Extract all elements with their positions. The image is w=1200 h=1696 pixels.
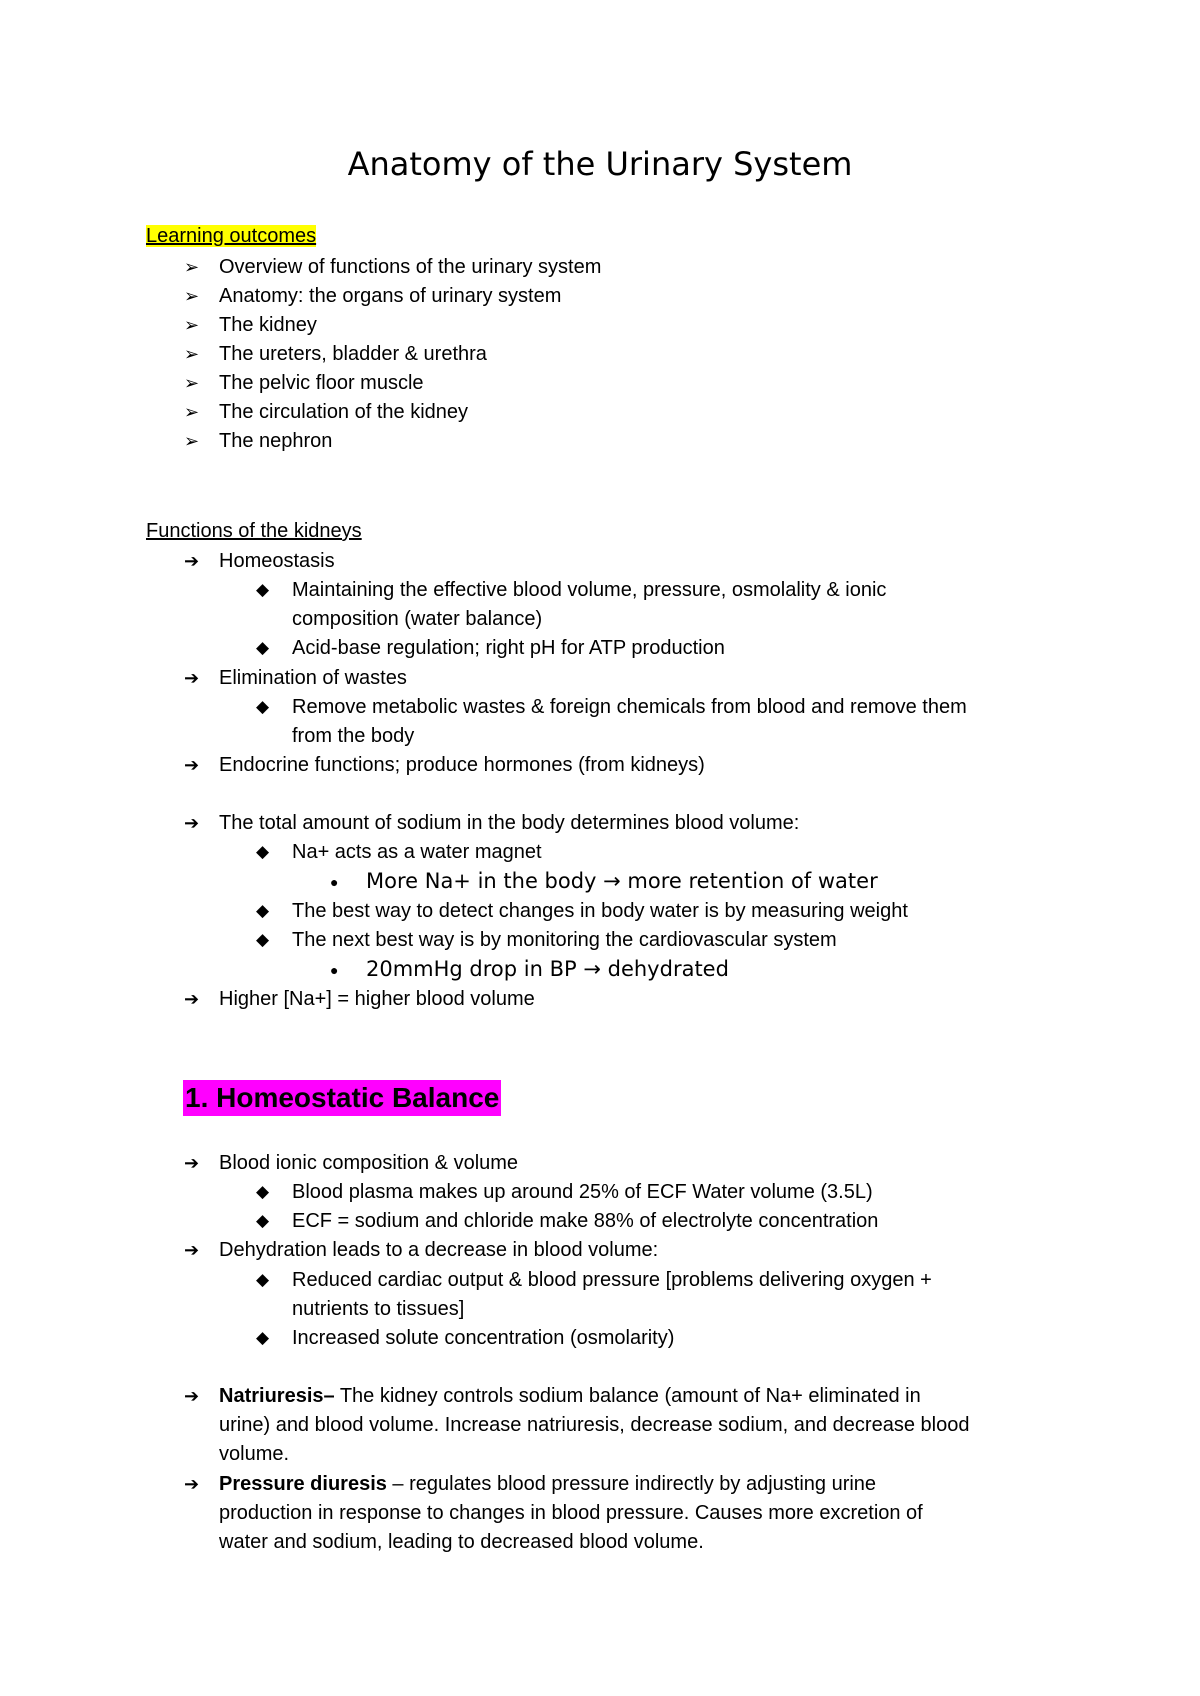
function-item: Higher [Na+] = higher blood volume <box>219 988 535 1010</box>
section-item: Dehydration leads to a decrease in blood volume: <box>219 1239 659 1261</box>
function-subitem-cont: from the body <box>292 725 415 747</box>
pressure-diuresis-term: Pressure diuresis <box>219 1473 387 1495</box>
learning-outcomes-heading-text: Learning outcomes <box>146 225 317 247</box>
function-subitem: Remove metabolic wastes & foreign chemicals from blood and remove them <box>292 696 967 718</box>
function-subsubitem: 20mmHg drop in BP → dehydrated <box>366 957 729 981</box>
outcome-item: Overview of functions of the urinary system <box>219 256 602 278</box>
outcome-item: Anatomy: the organs of urinary system <box>219 285 562 307</box>
section-subitem-cont: nutrients to tissues] <box>292 1298 465 1320</box>
diamond-bullet-icon: ◆ <box>256 1328 270 1347</box>
outcome-item: The pelvic floor muscle <box>219 372 424 394</box>
arrow-bullet-icon: ➔ <box>184 1474 200 1494</box>
function-subitem: The next best way is by monitoring the cardiovascular system <box>292 929 837 951</box>
outcome-bullet-icon: ➢ <box>184 344 200 364</box>
section-subitem: Increased solute concentration (osmolarity) <box>292 1327 675 1349</box>
arrow-bullet-icon: ➔ <box>184 813 200 833</box>
outcome-item: The kidney <box>219 314 317 336</box>
natriuresis-line <box>219 1382 921 1410</box>
function-item: The total amount of sodium in the body determines blood volume: <box>219 812 800 834</box>
section-subitem: ECF = sodium and chloride make 88% of electrolyte concentration <box>292 1210 879 1232</box>
outcome-bullet-icon: ➢ <box>184 286 200 306</box>
pressure-diuresis-cont: water and sodium, leading to decreased blood volume. <box>219 1531 704 1553</box>
function-subsubitem: More Na+ in the body → more retention of water <box>366 869 878 893</box>
natriuresis-cont: volume. <box>219 1443 290 1465</box>
diamond-bullet-icon: ◆ <box>256 1270 270 1289</box>
pressure-diuresis-cont: production in response to changes in blood pressure. Causes more excretion of <box>219 1502 923 1524</box>
arrow-bullet-icon: ➔ <box>184 1386 200 1406</box>
diamond-bullet-icon: ◆ <box>256 1211 270 1230</box>
natriuresis-text: The kidney controls sodium balance (amount of Na+ eliminated in <box>334 1385 921 1407</box>
outcome-bullet-icon: ➢ <box>184 257 200 277</box>
pressure-diuresis-line <box>219 1470 876 1498</box>
outcome-bullet-icon: ➢ <box>184 431 200 451</box>
dot-bullet-icon: ● <box>330 962 339 978</box>
diamond-bullet-icon: ◆ <box>256 930 270 949</box>
arrow-bullet-icon: ➔ <box>184 1240 200 1260</box>
function-subitem: Maintaining the effective blood volume, pressure, osmolality & ionic <box>292 579 887 601</box>
document-title: Anatomy of the Urinary System <box>347 145 853 183</box>
functions-heading: Functions of the kidneys <box>146 520 362 542</box>
function-subitem: Acid-base regulation; right pH for ATP production <box>292 637 725 659</box>
outcome-item: The ureters, bladder & urethra <box>219 343 487 365</box>
section-item: Blood ionic composition & volume <box>219 1152 519 1174</box>
outcome-item: The circulation of the kidney <box>219 401 469 423</box>
outcome-bullet-icon: ➢ <box>184 402 200 422</box>
natriuresis-cont: urine) and blood volume. Increase natriuresis, decrease sodium, and decrease blood <box>219 1414 970 1436</box>
diamond-bullet-icon: ◆ <box>256 842 270 861</box>
diamond-bullet-icon: ◆ <box>256 580 270 599</box>
section-heading: 1. Homeostatic Balance <box>183 1080 501 1116</box>
natriuresis-term: Natriuresis– <box>219 1385 335 1407</box>
function-subitem-cont: composition (water balance) <box>292 608 543 630</box>
arrow-bullet-icon: ➔ <box>184 668 200 688</box>
diamond-bullet-icon: ◆ <box>256 1182 270 1201</box>
section-subitem: Reduced cardiac output & blood pressure [problems delivering oxygen + <box>292 1269 932 1291</box>
dot-bullet-icon: ● <box>330 874 339 890</box>
learning-outcomes-heading <box>146 223 316 249</box>
function-subitem: The best way to detect changes in body water is by measuring weight <box>292 900 908 922</box>
function-item: Homeostasis <box>219 550 335 572</box>
function-item: Elimination of wastes <box>219 667 407 689</box>
outcome-bullet-icon: ➢ <box>184 373 200 393</box>
arrow-bullet-icon: ➔ <box>184 755 200 775</box>
pressure-diuresis-text: – regulates blood pressure indirectly by adjusting urine <box>386 1473 877 1495</box>
function-item: Endocrine functions; produce hormones (from kidneys) <box>219 754 705 776</box>
outcome-item: The nephron <box>219 430 333 452</box>
arrow-bullet-icon: ➔ <box>184 989 200 1009</box>
diamond-bullet-icon: ◆ <box>256 697 270 716</box>
diamond-bullet-icon: ◆ <box>256 638 270 657</box>
section-subitem: Blood plasma makes up around 25% of ECF Water volume (3.5L) <box>292 1181 873 1203</box>
arrow-bullet-icon: ➔ <box>184 551 200 571</box>
diamond-bullet-icon: ◆ <box>256 901 270 920</box>
outcome-bullet-icon: ➢ <box>184 315 200 335</box>
function-subitem: Na+ acts as a water magnet <box>292 841 542 863</box>
arrow-bullet-icon: ➔ <box>184 1153 200 1173</box>
